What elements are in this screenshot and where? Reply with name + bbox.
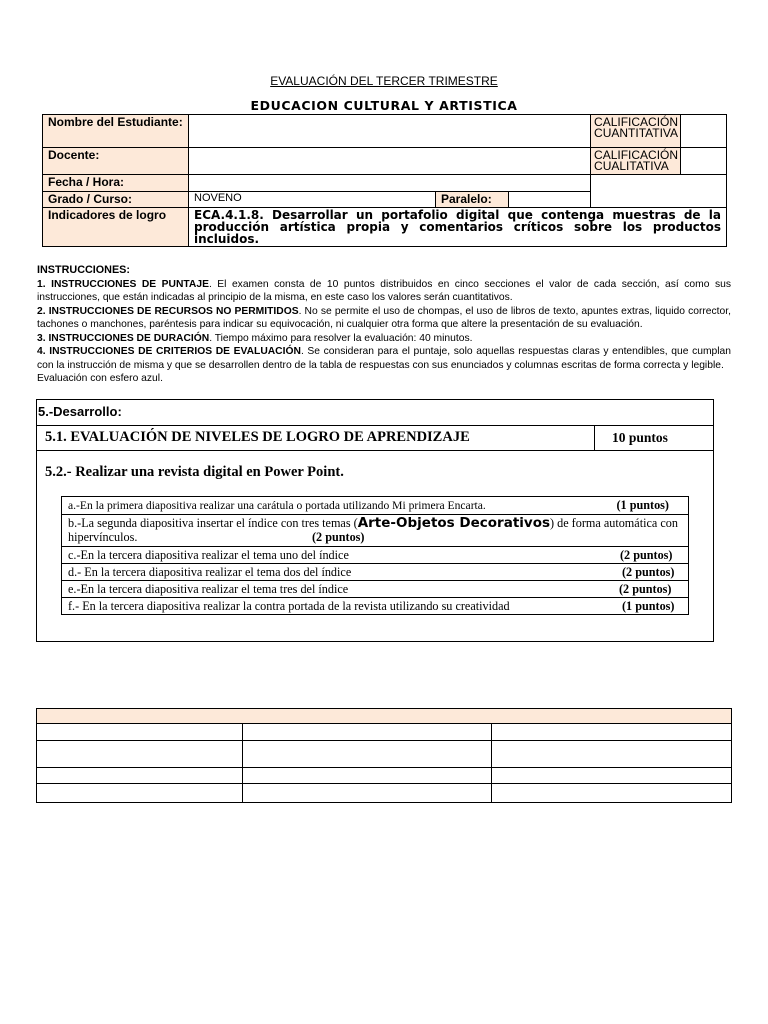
- task-row: [62, 515, 689, 547]
- parallel-label: Paralelo:: [436, 192, 509, 208]
- tasks-table: [61, 496, 689, 615]
- instruction-4: 4. INSTRUCCIONES DE CRITERIOS DE EVALUACIÓN. Se consideran para el puntaje, solo aquellas respuestas claras y entendibles, que cumplan con la instrucción de misma y que se desarrollen dentro de la tabla de respuestas con sus enunciados y columnas escritas de forma correcta y legible.: [37, 346, 731, 371]
- indicators-value: ECA.4.1.8. Desarrollar un portafolio digital que contenga muestras de la producción artística propia y comentarios críticos sobre los productos incluidos.: [189, 208, 727, 247]
- task-row: [62, 598, 689, 615]
- task-text: a.-En la primera diapositiva realizar una carátula o portada utilizando Mi primera Encarta.: [68, 499, 486, 512]
- answer-cell[interactable]: [243, 784, 492, 803]
- task-points: (2 puntos): [620, 548, 673, 562]
- task-points: (2 puntos): [619, 582, 672, 596]
- instruction-2: 2. INSTRUCCIONES DE RECURSOS NO PERMITIDOS. No se permite el uso de chompas, el uso de libros de texto, apuntes extras, liquido corrector, tachones o manchones, paréntesis para indicar su equivocación, ni cualquier otra forma que altere la presentación de su evaluación.: [37, 305, 731, 330]
- qualitative-grade-field[interactable]: [681, 148, 727, 175]
- parallel-field[interactable]: [509, 192, 591, 208]
- task-text: d.- En la tercera diapositiva realizar el tema dos del índice: [68, 565, 352, 579]
- student-info-table: [42, 114, 727, 247]
- development-title: 5.-Desarrollo:: [38, 404, 122, 419]
- answer-cell[interactable]: [37, 784, 243, 803]
- section-points: 10 puntos: [612, 430, 668, 445]
- quantitative-grade-field[interactable]: [681, 115, 727, 148]
- student-name-field[interactable]: [189, 115, 591, 148]
- task-points: (2 puntos): [622, 565, 675, 579]
- date-label: Fecha / Hora:: [43, 175, 189, 192]
- development-section: [36, 399, 714, 642]
- instructions-heading: INSTRUCCIONES:: [37, 264, 130, 276]
- grade-blank-cell: [591, 175, 727, 208]
- divider: [37, 425, 713, 426]
- answer-cell[interactable]: [492, 724, 732, 741]
- instruction-5: Evaluación con esfero azul.: [37, 373, 163, 384]
- divider: [594, 425, 595, 450]
- instructions-block: [37, 264, 731, 386]
- grade-label: Grado / Curso:: [43, 192, 189, 208]
- answer-cell[interactable]: [243, 724, 492, 741]
- task-points: (2 puntos): [312, 530, 365, 544]
- answer-cell[interactable]: [37, 741, 243, 768]
- answer-cell[interactable]: [37, 724, 243, 741]
- task-points: (1 puntos): [616, 498, 669, 512]
- quantitative-grade-label: CALIFICACIÓN CUANTITATIVA: [591, 115, 681, 148]
- teacher-field[interactable]: [189, 148, 591, 175]
- grade-value: NOVENO: [189, 192, 436, 208]
- exam-title: EVALUACIÓN DEL TERCER TRIMESTRE: [270, 74, 498, 88]
- teacher-label: Docente:: [43, 148, 189, 175]
- answer-table: [36, 708, 732, 803]
- task-row: [62, 547, 689, 564]
- task-text: b.-La segunda diapositiva insertar el índice con tres temas (: [68, 516, 358, 530]
- student-name-label: Nombre del Estudiante:: [43, 115, 189, 148]
- task-text: c.-En la tercera diapositiva realizar el tema uno del índice: [68, 548, 349, 562]
- subject-title: EDUCACION CULTURAL Y ARTISTICA: [250, 98, 518, 113]
- instruction-3: 3. INSTRUCCIONES DE DURACIÓN. Tiempo máximo para resolver la evaluación: 40 minutos.: [37, 332, 473, 344]
- task-row: [62, 564, 689, 581]
- indicators-label: Indicadores de logro: [43, 208, 189, 247]
- answer-cell[interactable]: [492, 741, 732, 768]
- task-row: [62, 581, 689, 598]
- task-text: ) de forma automática con hipervínculos.: [68, 516, 678, 544]
- task-text: e.-En la tercera diapositiva realizar el tema tres del índice: [68, 582, 349, 596]
- date-field[interactable]: [189, 175, 591, 192]
- answer-cell[interactable]: [37, 768, 243, 784]
- section-title: 5.1. EVALUACIÓN DE NIVELES DE LOGRO DE APRENDIZAJE: [45, 429, 470, 445]
- task-heading: 5.2.- Realizar una revista digital en Power Point.: [45, 464, 344, 480]
- instruction-1: 1. INSTRUCCIONES DE PUNTAJE. El examen consta de 10 puntos distribuidos en cinco secciones el valor de cada sección, así como sus instrucciones, que están indicadas al principio de la misma, en este caso los valores serán cuantitativos.: [37, 278, 731, 303]
- task-text: f.- En la tercera diapositiva realizar la contra portada de la revista utilizando su creatividad: [68, 599, 510, 613]
- answer-cell[interactable]: [492, 784, 732, 803]
- task-points: (1 puntos): [622, 599, 675, 613]
- task-highlight: Arte-Objetos Decorativos: [357, 515, 551, 531]
- answer-cell[interactable]: [492, 768, 732, 784]
- divider: [37, 450, 713, 451]
- task-row: [62, 497, 689, 515]
- qualitative-grade-label: CALIFICACIÓN CUALITATIVA: [591, 148, 681, 175]
- answer-cell[interactable]: [243, 741, 492, 768]
- answer-table-header: [37, 709, 732, 724]
- answer-cell[interactable]: [243, 768, 492, 784]
